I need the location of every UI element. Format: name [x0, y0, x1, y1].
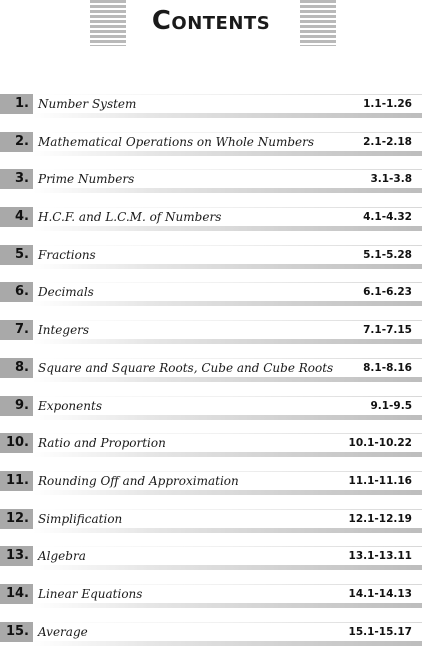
entry-page-range: 2.1-2.18 — [363, 135, 412, 148]
entry-number: 14. — [0, 584, 33, 604]
entry-top-rule — [33, 584, 422, 585]
entry-number: 13. — [0, 546, 33, 566]
entry-top-rule — [33, 132, 422, 133]
contents-entry[interactable] — [0, 393, 422, 423]
contents-entry[interactable] — [0, 619, 422, 649]
contents-entry[interactable] — [0, 129, 422, 159]
entry-gradient-bar — [33, 301, 422, 306]
entry-top-rule — [33, 207, 422, 208]
entry-gradient-bar — [33, 641, 422, 646]
entry-number: 1. — [0, 94, 33, 114]
page-title: Contents — [151, 6, 271, 36]
entry-top-rule — [33, 169, 422, 170]
entry-top-rule — [33, 396, 422, 397]
entry-gradient-bar — [33, 490, 422, 495]
entry-page-range: 15.1-15.17 — [348, 625, 412, 638]
contents-entry[interactable] — [0, 317, 422, 347]
entry-page-range: 3.1-3.8 — [370, 173, 412, 186]
contents-list — [0, 91, 422, 656]
entry-number: 7. — [0, 320, 33, 340]
entry-gradient-bar — [33, 415, 422, 420]
entry-top-rule — [33, 358, 422, 359]
entry-top-rule — [33, 245, 422, 246]
entry-topic: Prime Numbers — [38, 172, 135, 187]
entry-page-range: 13.1-13.11 — [348, 550, 412, 563]
entry-page-range: 7.1-7.15 — [363, 324, 412, 337]
entry-number: 6. — [0, 282, 33, 302]
entry-topic: Fractions — [38, 247, 96, 262]
contents-entry[interactable] — [0, 355, 422, 385]
entry-page-range: 12.1-12.19 — [348, 512, 412, 525]
entry-top-rule — [33, 546, 422, 547]
contents-entry[interactable] — [0, 166, 422, 196]
entry-number: 5. — [0, 245, 33, 265]
entry-gradient-bar — [33, 565, 422, 570]
entry-topic: Ratio and Proportion — [38, 436, 166, 451]
contents-entry[interactable] — [0, 204, 422, 234]
entry-gradient-bar — [33, 264, 422, 269]
entry-top-rule — [33, 622, 422, 623]
entry-topic: Exponents — [38, 398, 102, 413]
entry-number: 11. — [0, 471, 33, 491]
entry-page-range: 6.1-6.23 — [363, 286, 412, 299]
entry-number: 10. — [0, 433, 33, 453]
entry-number: 8. — [0, 358, 33, 378]
contents-entry[interactable] — [0, 506, 422, 536]
entry-topic: Number System — [38, 97, 137, 111]
entry-page-range: 9.1-9.5 — [370, 399, 412, 412]
entry-top-rule — [33, 282, 422, 283]
entry-topic: Simplification — [38, 511, 123, 526]
contents-entry[interactable] — [0, 468, 422, 498]
entry-gradient-bar — [33, 113, 422, 118]
entry-number: 4. — [0, 207, 33, 227]
entry-page-range: 8.1-8.16 — [363, 361, 412, 374]
entry-number: 15. — [0, 622, 33, 642]
entry-number: 2. — [0, 132, 33, 152]
entry-number: 12. — [0, 509, 33, 529]
entry-gradient-bar — [33, 603, 422, 608]
entry-page-range: 4.1-4.32 — [363, 211, 412, 224]
entry-page-range: 14.1-14.13 — [348, 587, 412, 600]
entry-top-rule — [33, 320, 422, 321]
entry-top-rule — [33, 433, 422, 434]
entry-page-range: 10.1-10.22 — [348, 437, 412, 450]
contents-entry[interactable] — [0, 581, 422, 611]
entry-gradient-bar — [33, 377, 422, 382]
entry-page-range: 1.1-1.26 — [363, 98, 412, 110]
entry-topic: Linear Equations — [38, 586, 143, 601]
entry-topic: Decimals — [38, 285, 94, 300]
contents-entry[interactable] — [0, 91, 422, 121]
entry-number: 9. — [0, 396, 33, 416]
entry-gradient-bar — [33, 452, 422, 457]
contents-entry[interactable] — [0, 543, 422, 573]
page-header — [0, 0, 422, 48]
entry-gradient-bar — [33, 528, 422, 533]
entry-topic: Integers — [38, 323, 90, 338]
entry-top-rule — [33, 509, 422, 510]
entry-topic: Square and Square Roots, Cube and Cube Roots — [38, 360, 334, 375]
contents-entry[interactable] — [0, 279, 422, 309]
entry-topic: Mathematical Operations on Whole Numbers — [38, 134, 315, 149]
contents-entry[interactable] — [0, 242, 422, 272]
entry-gradient-bar — [33, 226, 422, 231]
entry-topic: Rounding Off and Approximation — [38, 473, 239, 488]
entry-gradient-bar — [33, 339, 422, 344]
entry-gradient-bar — [33, 151, 422, 156]
entry-page-range: 5.1-5.28 — [363, 248, 412, 261]
entry-top-rule — [33, 94, 422, 95]
entry-page-range: 11.1-11.16 — [348, 474, 412, 487]
entry-topic: Algebra — [38, 549, 86, 564]
entry-top-rule — [33, 471, 422, 472]
entry-number: 3. — [0, 169, 33, 189]
contents-entry[interactable] — [0, 430, 422, 460]
entry-topic: Average — [38, 624, 88, 639]
entry-topic: H.C.F. and L.C.M. of Numbers — [38, 210, 222, 225]
entry-gradient-bar — [33, 188, 422, 193]
